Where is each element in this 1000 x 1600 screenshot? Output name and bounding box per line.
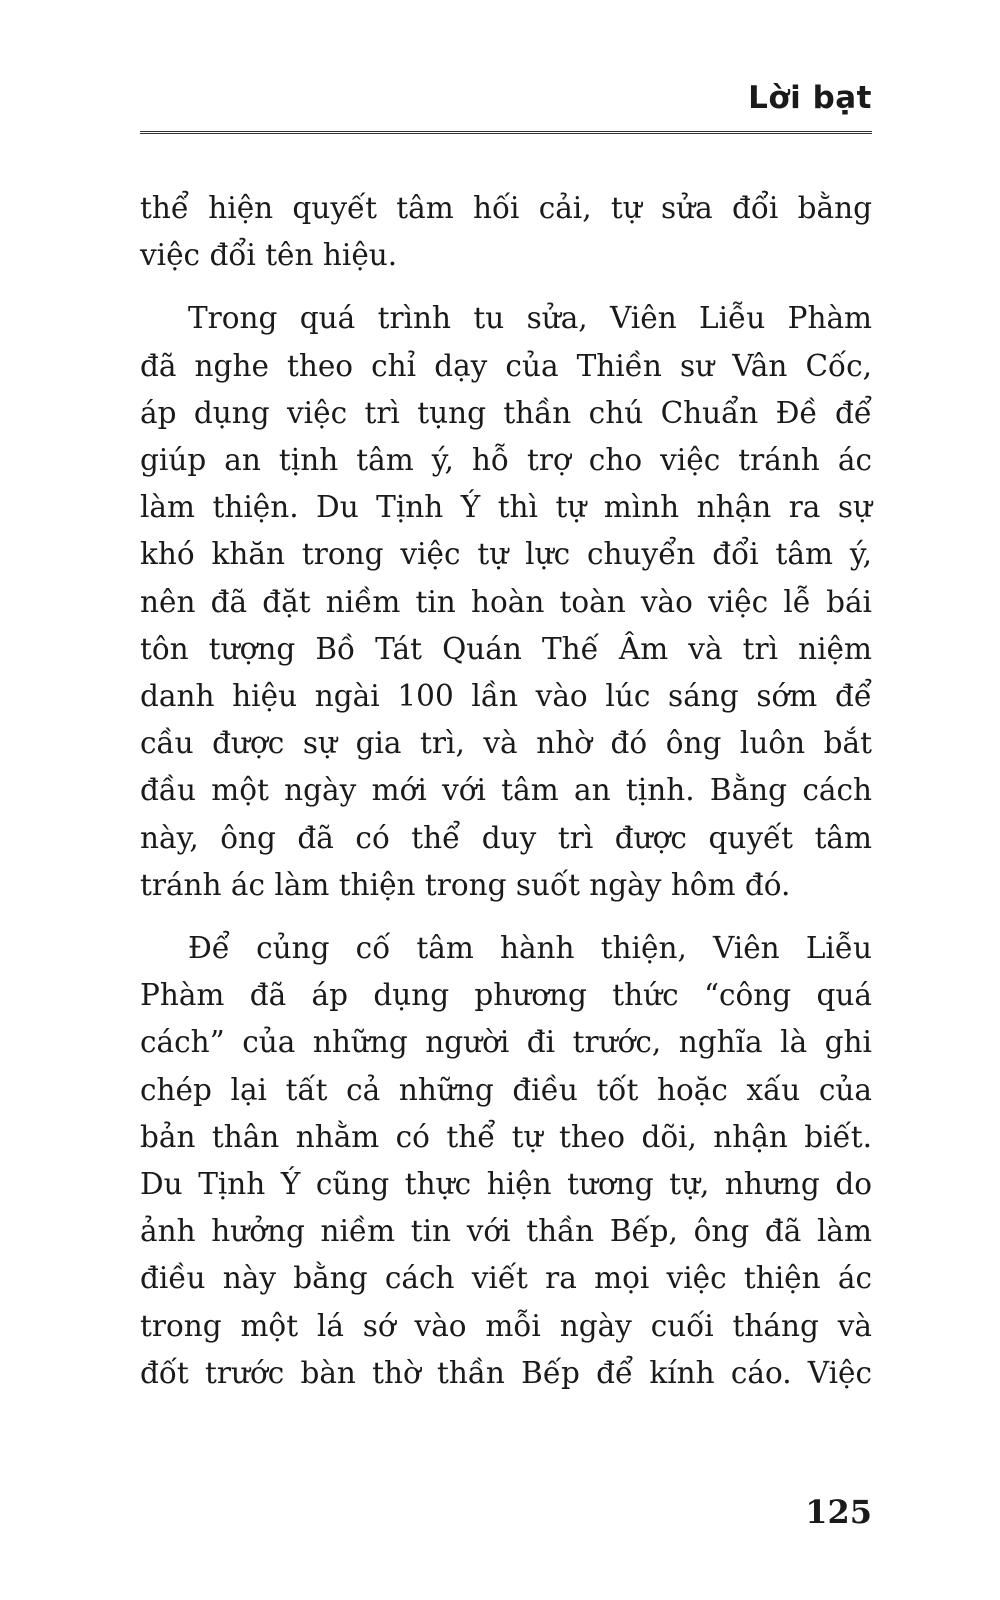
text-line: ảnh hưởng niềm tin với thần Bếp, ông đã làm xyxy=(140,1214,872,1249)
text-line: áp dụng việc trì tụng thần chú Chuẩn Đề để xyxy=(140,395,872,430)
page-number: 125 xyxy=(805,1493,872,1531)
text-line: danh hiệu ngài 100 lần vào lúc sáng sớm để xyxy=(140,679,872,714)
text-line: việc đổi tên hiệu. xyxy=(140,238,398,273)
running-head: Lời bạt xyxy=(748,80,872,116)
text-line: Trong quá trình tu sửa, Viên Liễu Phàm xyxy=(188,301,872,336)
text-line: đã nghe theo chỉ dạy của Thiền sư Vân Cốc, xyxy=(140,348,872,383)
text-line: làm thiện. Du Tịnh Ý thì tự mình nhận ra sự xyxy=(140,490,872,525)
text-line: chép lại tất cả những điều tốt hoặc xấu của xyxy=(140,1072,872,1107)
text-line: điều này bằng cách viết ra mọi việc thiện ác xyxy=(140,1261,872,1296)
text-line: tôn tượng Bồ Tát Quán Thế Âm và trì niệm xyxy=(140,631,872,666)
text-line: này, ông đã có thể duy trì được quyết tâm xyxy=(140,820,872,855)
text-line: Để củng cố tâm hành thiện, Viên Liễu xyxy=(188,931,872,966)
paragraph-2 xyxy=(140,295,872,909)
text-line: bản thân nhằm có thể tự theo dõi, nhận biết. xyxy=(140,1119,872,1154)
text-line: Du Tịnh Ý cũng thực hiện tương tự, nhưng do xyxy=(140,1167,872,1202)
body-text xyxy=(140,185,872,1397)
text-line: khó khăn trong việc tự lực chuyển đổi tâm ý, xyxy=(140,537,872,572)
header-rule xyxy=(140,131,872,134)
text-line: giúp an tịnh tâm ý, hỗ trợ cho việc tránh ác xyxy=(140,443,872,478)
paragraph-3 xyxy=(140,925,872,1397)
text-line: nên đã đặt niềm tin hoàn toàn vào việc lễ bái xyxy=(140,584,872,619)
text-line: thể hiện quyết tâm hối cải, tự sửa đổi bằng xyxy=(140,191,872,225)
text-line: Phàm đã áp dụng phương thức “công quá xyxy=(140,978,872,1013)
paragraph-1 xyxy=(140,185,872,279)
text-line: trong một lá sớ vào mỗi ngày cuối tháng và xyxy=(140,1308,872,1343)
text-line: đầu một ngày mới với tâm an tịnh. Bằng cách xyxy=(140,773,872,808)
text-line: cầu được sự gia trì, và nhờ đó ông luôn bắt xyxy=(140,726,872,761)
text-line: đốt trước bàn thờ thần Bếp để kính cáo. Việc xyxy=(140,1355,872,1390)
text-line: tránh ác làm thiện trong suốt ngày hôm đó. xyxy=(140,867,791,902)
text-line: cách” của những người đi trước, nghĩa là ghi xyxy=(140,1025,872,1060)
